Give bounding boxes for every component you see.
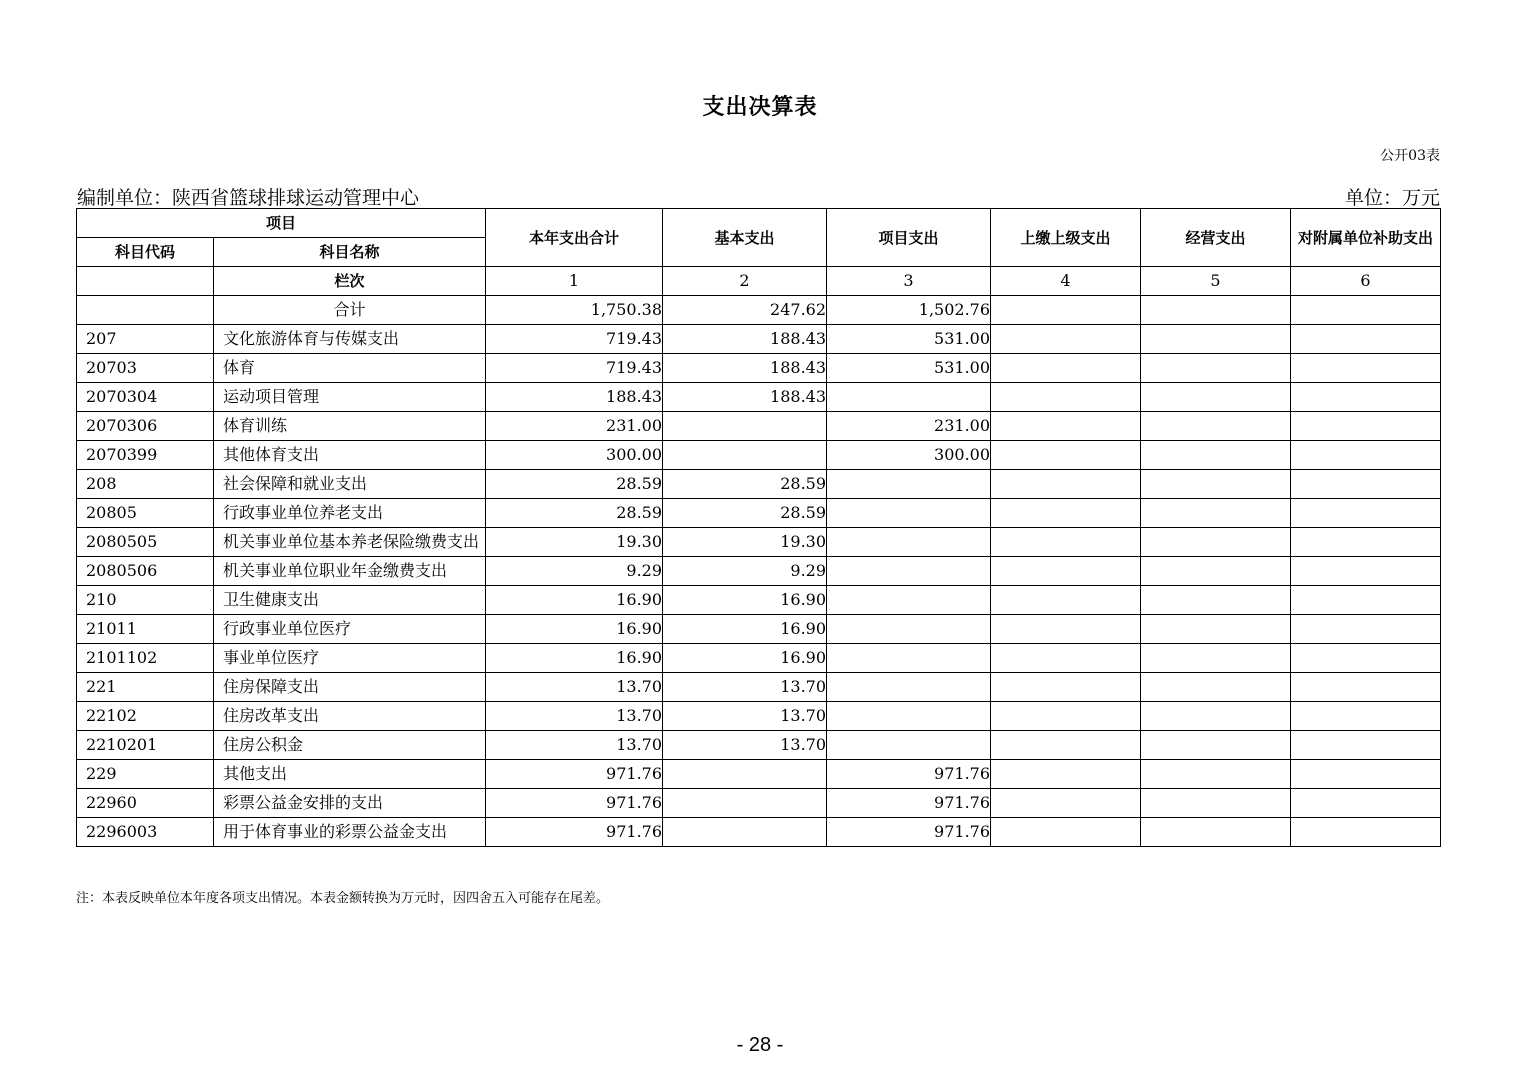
- page-number: - 28 -: [736, 1034, 784, 1056]
- row-name: 运动项目管理: [214, 383, 486, 412]
- row-project: [827, 499, 991, 528]
- row-subsidy: [1291, 296, 1441, 325]
- row-name: 用于体育事业的彩票公益金支出: [214, 818, 486, 847]
- row-remit: [991, 528, 1141, 557]
- row-remit: [991, 673, 1141, 702]
- organization-label: 编制单位：陕西省篮球排球运动管理中心: [77, 187, 420, 209]
- header-project-expenditure: 项目支出: [827, 209, 991, 267]
- row-operating: [1141, 296, 1291, 325]
- row-subsidy: [1291, 499, 1441, 528]
- row-remit: [991, 760, 1141, 789]
- row-code: 2070304: [77, 383, 214, 412]
- row-total: 13.70: [486, 731, 663, 760]
- header-operating-expenditure: 经营支出: [1141, 209, 1291, 267]
- header-remit-superior: 上缴上级支出: [991, 209, 1141, 267]
- unit-label: 单位：万元: [1344, 187, 1440, 209]
- row-operating: [1141, 702, 1291, 731]
- row-subsidy: [1291, 470, 1441, 499]
- row-subsidy: [1291, 615, 1441, 644]
- row-project: 971.76: [827, 760, 991, 789]
- row-code: 20805: [77, 499, 214, 528]
- row-total: 16.90: [486, 586, 663, 615]
- row-basic: [663, 818, 827, 847]
- header-total-expenditure: 本年支出合计: [486, 209, 663, 267]
- table-row: [77, 557, 1441, 586]
- row-subsidy: [1291, 673, 1441, 702]
- row-remit: [991, 615, 1141, 644]
- row-project: [827, 528, 991, 557]
- row-name: 文化旅游体育与传媒支出: [214, 325, 486, 354]
- row-remit: [991, 731, 1141, 760]
- row-operating: [1141, 383, 1291, 412]
- row-project: [827, 644, 991, 673]
- row-total: 16.90: [486, 644, 663, 673]
- row-basic: 28.59: [663, 499, 827, 528]
- form-number: 公开03表: [1380, 148, 1440, 164]
- row-basic: 16.90: [663, 644, 827, 673]
- row-total: 1,750.38: [486, 296, 663, 325]
- row-subsidy: [1291, 586, 1441, 615]
- row-subsidy: [1291, 731, 1441, 760]
- row-subsidy: [1291, 528, 1441, 557]
- row-operating: [1141, 528, 1291, 557]
- row-remit: [991, 470, 1141, 499]
- row-basic: 19.30: [663, 528, 827, 557]
- table-row: [77, 441, 1441, 470]
- table-row-total: [77, 296, 1441, 325]
- row-name: 其他体育支出: [214, 441, 486, 470]
- row-basic: [663, 441, 827, 470]
- row-code: 2296003: [77, 818, 214, 847]
- row-code: 22102: [77, 702, 214, 731]
- row-basic: 16.90: [663, 615, 827, 644]
- row-operating: [1141, 557, 1291, 586]
- row-remit: [991, 644, 1141, 673]
- row-operating: [1141, 615, 1291, 644]
- row-code: 2070306: [77, 412, 214, 441]
- row-remit: [991, 702, 1141, 731]
- row-operating: [1141, 760, 1291, 789]
- row-basic: 188.43: [663, 354, 827, 383]
- seq-4: 4: [991, 267, 1141, 296]
- header-row-1: [77, 209, 1441, 238]
- row-project: [827, 586, 991, 615]
- row-total: 13.70: [486, 702, 663, 731]
- row-code: 210: [77, 586, 214, 615]
- table-row: [77, 644, 1441, 673]
- header-code: 科目代码: [77, 238, 214, 267]
- row-remit: [991, 818, 1141, 847]
- row-subsidy: [1291, 325, 1441, 354]
- row-subsidy: [1291, 789, 1441, 818]
- row-name: 其他支出: [214, 760, 486, 789]
- row-project: [827, 673, 991, 702]
- row-remit: [991, 296, 1141, 325]
- table-row: [77, 702, 1441, 731]
- seq-blank-cell: [77, 267, 214, 296]
- header-item: 项目: [77, 209, 486, 238]
- footnote: 注：本表反映单位本年度各项支出情况。本表金额转换为万元时，因四舍五入可能存在尾差。: [76, 891, 610, 906]
- row-remit: [991, 586, 1141, 615]
- table-row: [77, 499, 1441, 528]
- row-name: 机关事业单位职业年金缴费支出: [214, 557, 486, 586]
- row-total: 300.00: [486, 441, 663, 470]
- row-name: 合计: [214, 296, 486, 325]
- row-project: [827, 615, 991, 644]
- row-project: 971.76: [827, 789, 991, 818]
- row-total: 13.70: [486, 673, 663, 702]
- row-subsidy: [1291, 557, 1441, 586]
- row-total: 16.90: [486, 615, 663, 644]
- row-code: 207: [77, 325, 214, 354]
- table-row: [77, 673, 1441, 702]
- seq-1: 1: [486, 267, 663, 296]
- row-code: 21011: [77, 615, 214, 644]
- row-project: [827, 557, 991, 586]
- row-project: [827, 470, 991, 499]
- row-remit: [991, 383, 1141, 412]
- row-basic: [663, 789, 827, 818]
- table-row: [77, 470, 1441, 499]
- row-basic: 13.70: [663, 702, 827, 731]
- seq-6: 6: [1291, 267, 1441, 296]
- seq-5: 5: [1141, 267, 1291, 296]
- row-code: 20703: [77, 354, 214, 383]
- row-project: [827, 731, 991, 760]
- table-row: [77, 615, 1441, 644]
- table-row: [77, 528, 1441, 557]
- row-operating: [1141, 412, 1291, 441]
- row-operating: [1141, 673, 1291, 702]
- row-name: 卫生健康支出: [214, 586, 486, 615]
- row-code: 221: [77, 673, 214, 702]
- row-subsidy: [1291, 760, 1441, 789]
- row-basic: [663, 760, 827, 789]
- row-operating: [1141, 499, 1291, 528]
- row-remit: [991, 499, 1141, 528]
- table-row: [77, 586, 1441, 615]
- table-row: [77, 354, 1441, 383]
- row-total: 971.76: [486, 789, 663, 818]
- row-project: 531.00: [827, 354, 991, 383]
- row-operating: [1141, 789, 1291, 818]
- row-operating: [1141, 325, 1291, 354]
- table-row: [77, 760, 1441, 789]
- row-total: 719.43: [486, 325, 663, 354]
- table-row: [77, 325, 1441, 354]
- expenditure-table: [76, 208, 1441, 847]
- row-total: 188.43: [486, 383, 663, 412]
- table-row: [77, 412, 1441, 441]
- row-subsidy: [1291, 644, 1441, 673]
- row-remit: [991, 325, 1141, 354]
- row-code: 229: [77, 760, 214, 789]
- row-basic: 9.29: [663, 557, 827, 586]
- row-code: 2101102: [77, 644, 214, 673]
- row-remit: [991, 557, 1141, 586]
- row-remit: [991, 789, 1141, 818]
- row-total: 719.43: [486, 354, 663, 383]
- table-row: [77, 789, 1441, 818]
- row-basic: 13.70: [663, 731, 827, 760]
- row-code: 2210201: [77, 731, 214, 760]
- row-operating: [1141, 586, 1291, 615]
- row-operating: [1141, 441, 1291, 470]
- row-operating: [1141, 644, 1291, 673]
- seq-3: 3: [827, 267, 991, 296]
- row-basic: 247.62: [663, 296, 827, 325]
- row-basic: 28.59: [663, 470, 827, 499]
- header-basic-expenditure: 基本支出: [663, 209, 827, 267]
- row-subsidy: [1291, 383, 1441, 412]
- table-row: [77, 818, 1441, 847]
- table-row: [77, 383, 1441, 412]
- row-name: 行政事业单位养老支出: [214, 499, 486, 528]
- row-name: 住房改革支出: [214, 702, 486, 731]
- row-remit: [991, 412, 1141, 441]
- row-name: 事业单位医疗: [214, 644, 486, 673]
- row-operating: [1141, 354, 1291, 383]
- row-project: 300.00: [827, 441, 991, 470]
- row-code: 22960: [77, 789, 214, 818]
- header-subsidiary-subsidy: 对附属单位补助支出: [1291, 209, 1441, 267]
- row-project: [827, 702, 991, 731]
- row-code: 2080505: [77, 528, 214, 557]
- row-total: 28.59: [486, 499, 663, 528]
- row-remit: [991, 354, 1141, 383]
- row-total: 9.29: [486, 557, 663, 586]
- row-project: 971.76: [827, 818, 991, 847]
- row-code: 2080506: [77, 557, 214, 586]
- row-code: 2070399: [77, 441, 214, 470]
- row-basic: 188.43: [663, 383, 827, 412]
- row-basic: [663, 412, 827, 441]
- row-basic: 188.43: [663, 325, 827, 354]
- row-total: 971.76: [486, 818, 663, 847]
- row-total: 971.76: [486, 760, 663, 789]
- header-seq-label: 栏次: [214, 267, 486, 296]
- row-subsidy: [1291, 818, 1441, 847]
- row-code: [77, 296, 214, 325]
- row-name: 住房公积金: [214, 731, 486, 760]
- row-basic: 16.90: [663, 586, 827, 615]
- row-name: 体育训练: [214, 412, 486, 441]
- row-name: 体育: [214, 354, 486, 383]
- row-operating: [1141, 470, 1291, 499]
- row-subsidy: [1291, 354, 1441, 383]
- row-name: 机关事业单位基本养老保险缴费支出: [214, 528, 486, 557]
- header-name: 科目名称: [214, 238, 486, 267]
- row-subsidy: [1291, 702, 1441, 731]
- row-project: [827, 383, 991, 412]
- row-project: 531.00: [827, 325, 991, 354]
- seq-2: 2: [663, 267, 827, 296]
- row-name: 行政事业单位医疗: [214, 615, 486, 644]
- row-operating: [1141, 731, 1291, 760]
- row-basic: 13.70: [663, 673, 827, 702]
- row-total: 19.30: [486, 528, 663, 557]
- row-remit: [991, 441, 1141, 470]
- row-subsidy: [1291, 441, 1441, 470]
- row-name: 彩票公益金安排的支出: [214, 789, 486, 818]
- row-total: 231.00: [486, 412, 663, 441]
- header-seq-row: [77, 267, 1441, 296]
- row-total: 28.59: [486, 470, 663, 499]
- page-title: 支出决算表: [702, 95, 818, 120]
- row-project: 231.00: [827, 412, 991, 441]
- row-project: 1,502.76: [827, 296, 991, 325]
- table-row: [77, 731, 1441, 760]
- row-code: 208: [77, 470, 214, 499]
- row-name: 住房保障支出: [214, 673, 486, 702]
- row-name: 社会保障和就业支出: [214, 470, 486, 499]
- row-operating: [1141, 818, 1291, 847]
- row-subsidy: [1291, 412, 1441, 441]
